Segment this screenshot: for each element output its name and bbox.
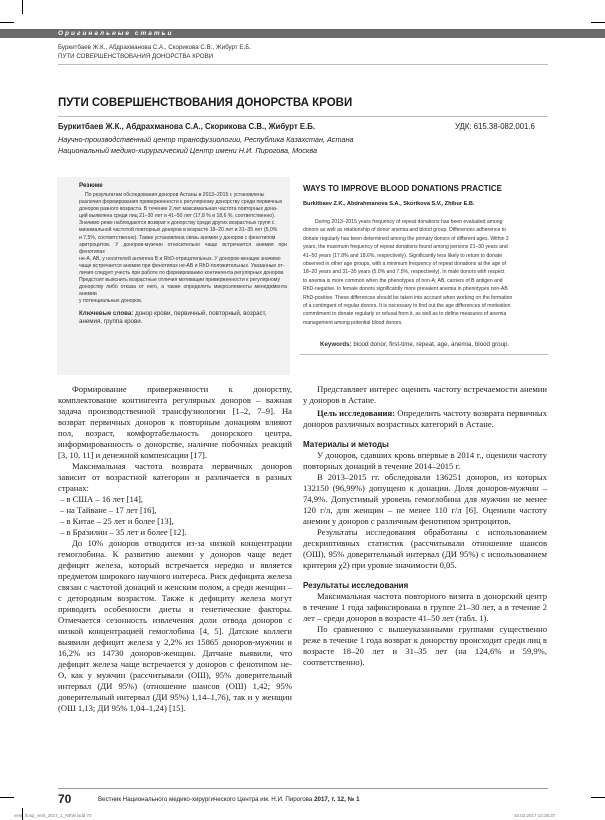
aim-text: Определить частоту возврата первичных доноров различных возрастных категорий в Астане. [303, 408, 547, 429]
abstract-line: минимальной частотой повторных доноров в возрасте 18–20 лет и 31–35 лет (5,0% [79, 227, 278, 234]
keywords-ru-line1: донор крови, первичный, повторный, возраст, [135, 309, 267, 317]
abstract-line: личия следует учесть при работе по формированию контингента регулярных доноров. [79, 270, 285, 277]
abstract-line: Предстоит выяснить возрастные отличия мотивации приверженности к регулярному [79, 277, 281, 284]
abstract-line: ций выявлена среди лиц 21–30 лет и 41–50 лет (17,8 % и 18,6 %, соответственно). [79, 213, 276, 220]
abstract-en-body [303, 218, 547, 327]
abstract-line: доноров разного возраста. В течение 2 лет максимальная частота повторных дона- [79, 206, 278, 213]
paragraph: Формирование приверженности к донорству, комплектование контингента регулярных доноров – важная задача производственной трансфузиологии [1–2, 7–9]. На возврат первичных доноров к повторным донациям влияют пол, возраст, комфортабельность донорского центра, информированность о донорстве, наличие побочных реакций [3, 10, 11] и денежной компенсации [17]. [58, 384, 292, 460]
abstract-line: RhD-positive. These differences should be taken into account when working on the formation [303, 294, 513, 301]
paragraph: Максимальная частота повторного визита в донорский центр в течение 1 года зафиксирована в группе 21–30 лет, а в течение 2 лет – среди доноров в возрасте 41–50 лет (табл. 1). [303, 591, 547, 623]
abstract-line: years, the maximum frequency of repeat donations found among persons 21–30 years and [303, 244, 508, 251]
page-number: 70 [58, 792, 72, 806]
abstract-line: to anemia is more common when the phenotypes of non-A; AB, carriers of B antigen and [303, 277, 503, 284]
crop-mark [591, 797, 605, 798]
running-authors: Буркитбаев Ж.К., Абдрахманова С.А., Скорикова С.В., Жибурт Е.Б. [58, 44, 251, 51]
abstract-line: и 7,5%, соответственно). Также установлена связь анемии у доноров с фенотипом [79, 234, 276, 241]
paragraph: У доноров, сдавших кровь впервые в 2014 г., оценили частоту повторных донаций в течение 2014–2015 г. [303, 450, 547, 471]
article-title: ПУТИ СОВЕРШЕНСТВОВАНИЯ ДОНОРСТВА КРОВИ [58, 97, 353, 109]
aim-label: Цель исследования: [317, 408, 396, 418]
list-item: – в Китае – 25 лет и более [13], [60, 516, 174, 526]
journal-citation [98, 796, 360, 803]
abstract-line: эритроцитов. У доноров-мужчин относительно чаще встречается анемия при фенотипах [79, 241, 287, 255]
crop-mark [591, 22, 605, 23]
body-column-right [303, 384, 547, 668]
abstract-line: commitment to donate regularly or refusal from it, as well as to define measures of anemia [303, 311, 507, 318]
methods-heading: Материалы и методы [303, 440, 389, 449]
abstract-line: различия формирования приверженности к регулярному донорству среди первичных [79, 199, 283, 206]
paragraph: Максимальная частота возврата первичных доноров зависит от возрастной категории и различается в разных странах: [58, 461, 292, 493]
keywords-en-label: Keywords: [320, 341, 352, 348]
paragraph: В 2013–2015 гг. обследовали 136251 доноров, из которых 132150 (96,99%) допущено к донации. Доля доноров-мужчин – 74,9%. Допустимый уровень гемоглобина для мужчин не менее 120 г/л, для женщин – не менее 110 г/л [6]. Оценили частоту анемии у доноров с различным фенотипом эритроцитов. [303, 472, 547, 526]
affiliation-2: Национальный медико-хирургический Центр имени Н.И. Пирогова, Москва [58, 146, 318, 155]
affiliation-1: Научно-производственный центр трансфузиологии, Республика Казахстан, Астана [58, 135, 354, 144]
body-column-left [58, 384, 292, 714]
abstract-line: 41–50 years (17.8% and 18.6%, respectively). Significantly less likely to return to donate [303, 252, 503, 259]
abstract-line: чаще встречается анемия при фенотипах не-АВ и RhD-положительных. Указанные от- [79, 262, 285, 269]
abstract-en-title: WAYS TO IMPROVE BLOOD DONATIONS PRACTICE [303, 184, 502, 193]
abstract-line: донорству либо отказа от него, а также определить микроэлементы менеджмента анемии [79, 284, 287, 298]
list-item: – на Тайване – 17 лет [16], [60, 505, 157, 515]
abstract-line: у потенциальных доноров. [79, 298, 143, 305]
results-heading: Результаты исследования [303, 581, 409, 590]
abstract-line: По результатам обследования доноров Астаны в 2013–2015 г. установлены [85, 192, 265, 198]
keywords-en [320, 341, 509, 350]
title-divider [58, 116, 548, 117]
abstract-line: During 2013–2015 years frequency of repeat donations has been evaluated among [315, 219, 503, 225]
article-authors: Буркитбаев Ж.К., Абдрахманова С.А., Скорикова С.В., Жибурт Е.Б. [58, 122, 316, 131]
abstract-ru-box [57, 177, 290, 375]
crop-mark [22, 0, 23, 14]
abstract-line: donate regularly has been determined among the primary donors of different ages. Within 2 [303, 235, 509, 242]
keywords-ru-line2: анемия, группа крови. [79, 318, 143, 325]
abstract-ru-body [79, 192, 287, 306]
journal-name: Вестник Национального медико-хирургического Центра им. Н.И. Пирогова [98, 796, 313, 803]
abstract-line: observed in other age groups, with a minimum frequency of repeat donations at the age of [303, 261, 507, 268]
abstract-line: 18–20 years and 31–35 years (5.0% and 7.5%, respectively). In male donors with respect [303, 269, 505, 276]
section-label: Оригинальные статьи [58, 30, 174, 37]
crop-mark [0, 797, 14, 798]
aim-paragraph [303, 408, 547, 430]
abstract-ru [79, 182, 287, 327]
header-divider [58, 64, 548, 65]
abstract-line: RhD-negative. In female donors significantly more prevalent anemia in phenotypes non-AB [303, 286, 508, 293]
abstract-en-divider [300, 354, 548, 355]
abstract-line: of a contingent of regular donors. It is necessary to find out the age differences of motivation [303, 303, 511, 310]
abstract-line: не-А, АВ, у носителей антигена В и RhD-отрицательных. У доноров-женщин значимо [79, 255, 281, 262]
paragraph: Результаты исследования обработаны с использованием дескриптивных статистик (рассчитывали отношение шансов (ОШ), 95% доверительный интервал (ДИ 95%) с использованием критерия χ2) при уровне значимости 0,05. [303, 527, 547, 570]
list-item: – в США – 16 лет [14], [60, 494, 144, 504]
keywords-ru [79, 310, 287, 327]
print-file: vest_hosp_vest_2017_1_NEW.indd 70 [14, 813, 92, 818]
list-item: – в Бразилии – 35 лет и более [12]. [60, 527, 187, 537]
keywords-en-text: blood donor, first-time, repeat, age, anemia, blood group. [353, 341, 510, 348]
abstract-line: management among potential blood donors. [303, 319, 403, 326]
running-title: ПУТИ СОВЕРШЕНСТВОВАНИЯ ДОНОРСТВА КРОВИ [58, 53, 214, 60]
crop-mark [0, 22, 14, 23]
paragraph: Представляет интерес оценить частоту встречаемости анемии у доноров в Астане. [303, 384, 547, 405]
udk-code: УДК: 615.38-082.001.6 [455, 122, 535, 131]
abstract-en-authors: Burkitbaev Z.K., Abdrahmanova S.A., Skorikova S.V., Zhibur E.B. [303, 201, 475, 207]
paragraph: До 10% доноров отводится из-за низкой концентрации гемоглобина. К развитию анемии у доноров чаще ведет дефицит железа, который встречается нередко и является предметом широкого научного интереса. Риск дефицита железа связан с частотой донаций и женским полом, а среди женщин – с детородным возрастом. Также к дефициту железа могут приводить особенности диеты и генетические факторы. Отмечается сезонность извлечения доли отвода доноров с низкой концентрацией гемоглобина [4, 5]. Датские коллеги выявили дефицит железа у 2,2% из 15865 доноров-мужчин и 16,2% из 14730 доноров-женщин. Датчане выявили, что дефицит железа чаще встречается у доноров с фенотипом не-О, как у мужчин (рассчитывали (ОШ), 95% доверительный интервал (ДИ 95%) (отношение шансов (ОШ) 1,42; 95% доверительный интервал (ДИ 95%) 1,14–1,76), так и у женщин (ОШ 1,13; ДИ 95% 1,04–1,24) [15]. [58, 538, 292, 713]
paragraph: По сравнению с вышеуказанными группами существенно реже в течение 1 года возврат к донорству происходит среди лиц в возрасте 18–20 лет и 31–35 лет (на 124,6% и 59,9%, соответственно). [303, 624, 547, 667]
keywords-ru-label: Ключевые слова: [79, 309, 134, 317]
footer-divider [58, 788, 548, 789]
abstract-line: donors as well as relationship of donor anemia and blood group. Differences adherence to [303, 227, 506, 234]
journal-issue: 2017, т. 12, № 1 [314, 796, 360, 803]
print-date: 10.02.2017 14:35:37 [514, 813, 556, 818]
abstract-line: Значимо реже наблюдаются возврат к донорству среди других возрастных групп с [79, 220, 275, 227]
abstract-ru-heading: Резюме [79, 182, 103, 189]
